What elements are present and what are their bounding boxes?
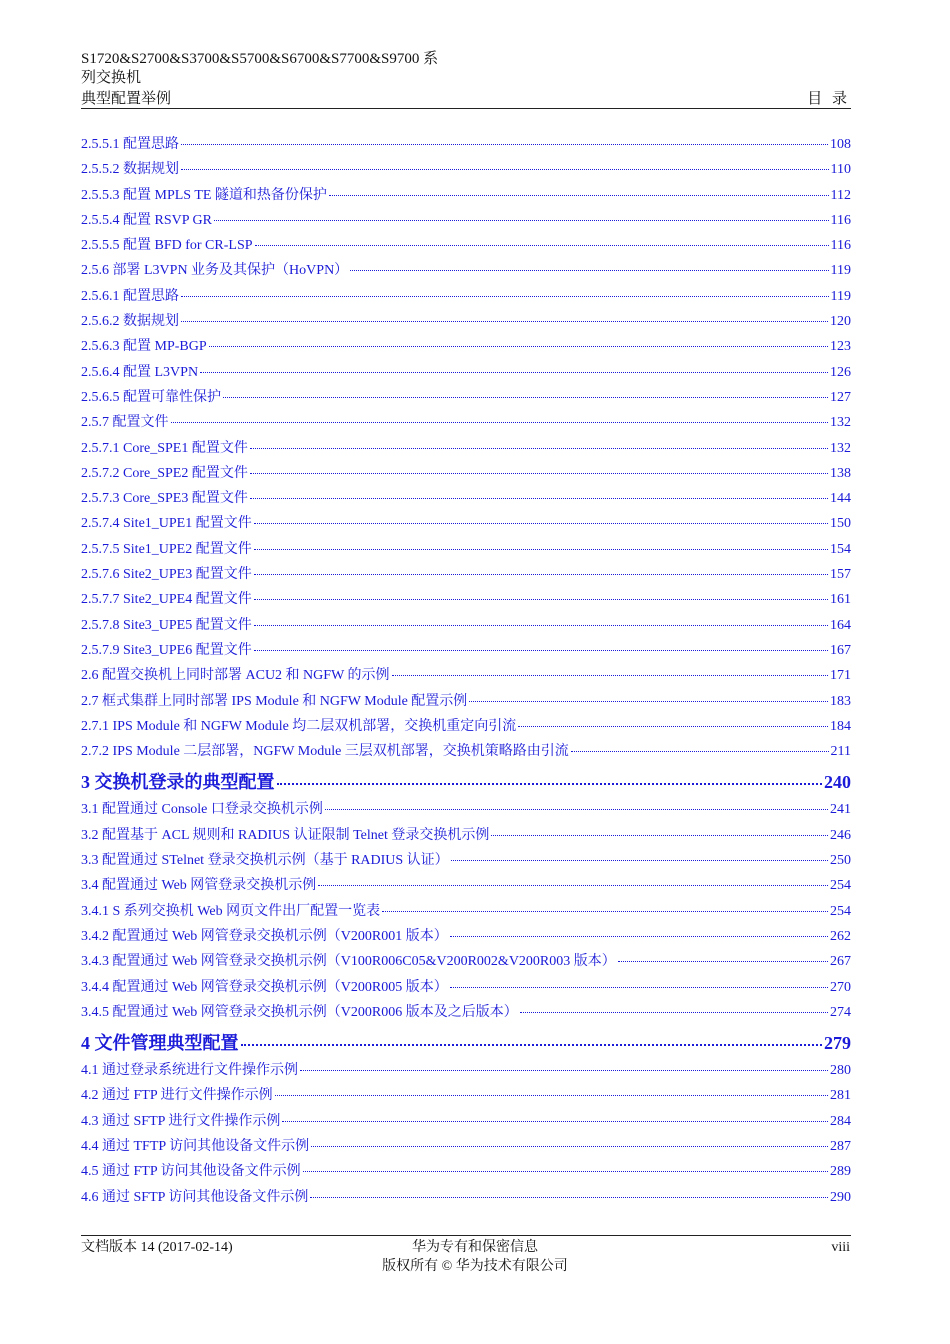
toc-entry-title: 2.5.6 部署 L3VPN 业务及其保护（HoVPN） [81, 263, 349, 279]
toc-entry-title: 3.4.4 配置通过 Web 网管登录交换机示例（V200R005 版本） [81, 979, 448, 995]
toc-dot-leader [451, 860, 828, 861]
toc-dot-leader [254, 549, 828, 550]
toc-entry[interactable] [81, 309, 851, 334]
toc-entry-page: 123 [830, 339, 851, 355]
toc-dot-leader [303, 1171, 828, 1172]
toc-entry-page: 279 [824, 1033, 851, 1054]
toc-entry-page: 246 [830, 827, 851, 843]
toc-entry-page: 138 [830, 465, 851, 481]
toc-entry[interactable] [81, 873, 851, 898]
toc-dot-leader [250, 498, 828, 499]
toc-entry[interactable] [81, 461, 851, 486]
toc-dot-leader [325, 809, 828, 810]
toc-entry-title: 2.5.7.3 Core_SPE3 配置文件 [81, 491, 248, 507]
toc-dot-leader [282, 1121, 828, 1122]
toc-entry-page: 120 [830, 314, 851, 330]
toc-entry-page: 164 [830, 617, 851, 633]
toc-dot-leader [254, 599, 828, 600]
header-title [81, 50, 438, 88]
toc-entry-title: 2.7.2 IPS Module 二层部署，NGFW Module 三层双机部署，交换机策略路由引流 [81, 744, 569, 760]
toc-entry-page: 250 [830, 853, 851, 869]
toc-entry[interactable] [81, 284, 851, 309]
toc-entry[interactable] [81, 385, 851, 410]
toc-entry-title: 2.7 框式集群上同时部署 IPS Module 和 NGFW Module 配置示例 [81, 693, 468, 709]
toc-entry-page: 132 [830, 440, 851, 456]
toc-entry[interactable] [81, 360, 851, 385]
toc-entry-title: 2.5.5.5 配置 BFD for CR-LSP [81, 238, 253, 254]
toc-entry-page: 183 [830, 693, 851, 709]
toc-entry[interactable] [81, 714, 851, 739]
toc-entry-page: 241 [830, 802, 851, 818]
toc-chapter-entry[interactable] [81, 767, 851, 797]
footer-confidential: 华为专有和保密信息 [412, 1240, 538, 1255]
toc-entry[interactable] [81, 899, 851, 924]
toc-entry[interactable] [81, 537, 851, 562]
toc-entry-title: 3.4 配置通过 Web 网管登录交换机示例 [81, 878, 317, 894]
toc-dot-leader [310, 1197, 828, 1198]
toc-entry-title: 2.5.6.3 配置 MP-BGP [81, 339, 207, 355]
toc-dot-leader [181, 144, 828, 145]
toc-entry-page: 116 [830, 238, 851, 254]
toc-entry-title: 3.4.5 配置通过 Web 网管登录交换机示例（V200R006 版本及之后版本） [81, 1004, 518, 1020]
toc-dot-leader [181, 169, 829, 170]
toc-entry-title: 2.5.5.1 配置思路 [81, 137, 179, 152]
toc-entry-title: 2.6 配置交换机上同时部署 ACU2 和 NGFW 的示例 [81, 668, 390, 684]
toc-entry[interactable] [81, 157, 851, 182]
toc-entry-page: 110 [830, 162, 851, 178]
toc-entry-title: 3.3 配置通过 STelnet 登录交换机示例（基于 RADIUS 认证） [81, 853, 449, 869]
toc-entry-title: 2.5.6.2 数据规划 [81, 314, 179, 330]
toc-entry-title: 2.5.7.5 Site1_UPE2 配置文件 [81, 541, 252, 557]
toc-dot-leader [450, 987, 828, 988]
toc-dot-leader [241, 1044, 823, 1046]
toc-dot-leader [250, 448, 828, 449]
toc-entry-page: 254 [830, 878, 851, 894]
toc-entry[interactable] [81, 1134, 851, 1159]
toc-dot-leader [350, 270, 828, 271]
toc-entry-title: 4.3 通过 SFTP 进行文件操作示例 [81, 1113, 281, 1129]
toc-entry[interactable] [81, 638, 851, 663]
toc-entry-title: 4.1 通过登录系统进行文件操作示例 [81, 1063, 298, 1079]
toc-entry-title: 4 文件管理典型配置 [81, 1033, 239, 1054]
toc-entry-page: 184 [830, 718, 851, 734]
toc-dot-leader [469, 701, 828, 702]
toc-entry-page: 154 [830, 541, 851, 557]
toc-entry[interactable] [81, 663, 851, 688]
toc-dot-leader [181, 296, 829, 297]
toc-entry-title: 3.4.1 S 系列交换机 Web 网页文件出厂配置一览表 [81, 903, 381, 919]
toc-entry-page: 132 [830, 415, 851, 431]
toc-entry-page: 281 [830, 1088, 851, 1104]
toc-entry[interactable] [81, 132, 851, 157]
toc-entry-page: 144 [830, 491, 851, 507]
toc-entry-title: 2.5.5.3 配置 MPLS TE 隧道和热备份保护 [81, 187, 327, 203]
toc-entry-page: 270 [830, 979, 851, 995]
toc-entry-title: 2.5.7.6 Site2_UPE3 配置文件 [81, 567, 252, 583]
toc-entry-title: 3.4.2 配置通过 Web 网管登录交换机示例（V200R001 版本） [81, 928, 448, 944]
toc-entry-title: 4.2 通过 FTP 进行文件操作示例 [81, 1088, 273, 1104]
toc-entry[interactable] [81, 975, 851, 1000]
toc-entry-page: 262 [830, 928, 851, 944]
toc-entry-page: 150 [830, 516, 851, 532]
toc-entry[interactable] [81, 1109, 851, 1134]
toc-entry-title: 3.1 配置通过 Console 口登录交换机示例 [81, 802, 323, 818]
toc-entry-page: 287 [830, 1138, 851, 1154]
toc-dot-leader [254, 625, 828, 626]
toc-entry-page: 254 [830, 903, 851, 919]
toc-entry-title: 2.5.5.4 配置 RSVP GR [81, 212, 212, 228]
toc-entry[interactable] [81, 613, 851, 638]
toc-entry-title: 2.5.5.2 数据规划 [81, 162, 179, 178]
toc-entry[interactable] [81, 233, 851, 258]
toc-entry-title: 2.5.7.8 Site3_UPE5 配置文件 [81, 617, 252, 633]
header-title-line2: 列交换机 [81, 70, 142, 86]
toc-entry[interactable] [81, 848, 851, 873]
toc-entry[interactable] [81, 587, 851, 612]
toc-dot-leader [275, 1095, 828, 1096]
toc-entry[interactable] [81, 1159, 851, 1184]
toc-entry-page: 126 [830, 364, 851, 380]
footer-copyright: 版权所有 © 华为技术有限公司 [382, 1259, 568, 1274]
toc-dot-leader [255, 245, 829, 246]
toc-entry-page: 108 [830, 137, 851, 152]
toc-entry-page: 127 [830, 389, 851, 405]
toc-entry[interactable] [81, 1083, 851, 1108]
toc-entry-page: 167 [830, 642, 851, 658]
toc-dot-leader [254, 650, 828, 651]
toc-dot-leader [518, 726, 828, 727]
footer-page-number: viii [831, 1240, 850, 1255]
toc-entry-title: 2.7.1 IPS Module 和 NGFW Module 均二层双机部署，交换机重定向引流 [81, 718, 517, 734]
toc-entry[interactable] [81, 258, 851, 283]
toc-entry-page: 240 [824, 772, 851, 793]
toc-dot-leader [318, 885, 828, 886]
toc-dot-leader [223, 397, 828, 398]
toc-dot-leader [209, 346, 828, 347]
toc-entry-page: 171 [830, 668, 851, 684]
toc-dot-leader [311, 1146, 828, 1147]
toc-entry[interactable] [81, 924, 851, 949]
toc-entry-title: 2.5.6.4 配置 L3VPN [81, 364, 199, 380]
toc-entry-title: 2.5.7.2 Core_SPE2 配置文件 [81, 465, 248, 481]
toc-entry-page: 116 [830, 212, 851, 228]
toc-dot-leader [181, 321, 828, 322]
toc-dot-leader [329, 195, 829, 196]
toc-dot-leader [277, 783, 823, 785]
toc-dot-leader [250, 473, 828, 474]
toc-entry-page: 119 [830, 288, 851, 304]
toc-entry[interactable] [81, 511, 851, 536]
toc-entry[interactable] [81, 949, 851, 974]
toc-entry[interactable] [81, 1000, 851, 1025]
toc-dot-leader [382, 911, 828, 912]
toc-entry[interactable] [81, 823, 851, 848]
toc-entry[interactable] [81, 562, 851, 587]
toc-entry[interactable] [81, 1058, 851, 1083]
header-section-label: 目 录 [807, 91, 850, 107]
toc-dot-leader [491, 835, 828, 836]
toc-entry[interactable] [81, 436, 851, 461]
toc-chapter-entry[interactable] [81, 1028, 851, 1058]
table-of-contents [81, 132, 851, 1210]
footer-divider [81, 1235, 851, 1236]
toc-entry-title: 4.5 通过 FTP 访问其他设备文件示例 [81, 1164, 301, 1180]
toc-entry[interactable] [81, 797, 851, 822]
footer-doc-version: 文档版本 14 (2017-02-14) [81, 1240, 233, 1255]
toc-entry-title: 2.5.7.7 Site2_UPE4 配置文件 [81, 592, 252, 608]
toc-entry-title: 2.5.6.5 配置可靠性保护 [81, 389, 221, 405]
toc-entry[interactable] [81, 1185, 851, 1210]
toc-dot-leader [214, 220, 829, 221]
toc-entry-title: 2.5.7.9 Site3_UPE6 配置文件 [81, 642, 252, 658]
toc-entry-page: 284 [830, 1113, 851, 1129]
toc-dot-leader [520, 1012, 828, 1013]
toc-entry-title: 3.4.3 配置通过 Web 网管登录交换机示例（V100R006C05&V200R002&V200R003 版本） [81, 954, 616, 970]
toc-entry-page: 157 [830, 567, 851, 583]
toc-dot-leader [254, 523, 828, 524]
toc-entry[interactable] [81, 486, 851, 511]
toc-entry-page: 290 [830, 1189, 851, 1205]
toc-dot-leader [171, 422, 829, 423]
toc-entry-title: 4.6 通过 SFTP 访问其他设备文件示例 [81, 1189, 309, 1205]
toc-entry[interactable] [81, 334, 851, 359]
toc-entry-page: 161 [830, 592, 851, 608]
toc-entry[interactable] [81, 183, 851, 208]
toc-dot-leader [392, 675, 828, 676]
toc-entry-page: 280 [830, 1063, 851, 1079]
toc-entry-page: 267 [830, 954, 851, 970]
header-subtitle: 典型配置举例 [81, 91, 172, 107]
toc-entry-title: 3 交换机登录的典型配置 [81, 772, 275, 793]
toc-entry[interactable] [81, 410, 851, 435]
toc-entry-page: 274 [830, 1004, 851, 1020]
toc-dot-leader [450, 936, 828, 937]
toc-entry-title: 2.5.7 配置文件 [81, 415, 169, 431]
toc-entry[interactable] [81, 208, 851, 233]
toc-entry[interactable] [81, 739, 851, 764]
toc-entry-page: 289 [830, 1164, 851, 1180]
footer-center [0, 1238, 950, 1276]
toc-entry-title: 2.5.6.1 配置思路 [81, 288, 179, 304]
toc-entry-title: 3.2 配置基于 ACL 规则和 RADIUS 认证限制 Telnet 登录交换机示例 [81, 827, 490, 843]
toc-dot-leader [618, 961, 828, 962]
toc-entry-title: 4.4 通过 TFTP 访问其他设备文件示例 [81, 1138, 310, 1154]
toc-dot-leader [571, 751, 829, 752]
toc-dot-leader [300, 1070, 828, 1071]
toc-entry-title: 2.5.7.4 Site1_UPE1 配置文件 [81, 516, 252, 532]
toc-entry-page: 211 [830, 744, 851, 760]
toc-entry-title: 2.5.7.1 Core_SPE1 配置文件 [81, 440, 248, 456]
header-title-line1: S1720&S2700&S3700&S5700&S6700&S7700&S9700 系 [81, 51, 439, 67]
header-divider [81, 108, 851, 109]
toc-dot-leader [200, 372, 828, 373]
toc-dot-leader [254, 574, 828, 575]
toc-entry[interactable] [81, 689, 851, 714]
toc-entry-page: 119 [830, 263, 851, 279]
toc-entry-page: 112 [830, 187, 851, 203]
